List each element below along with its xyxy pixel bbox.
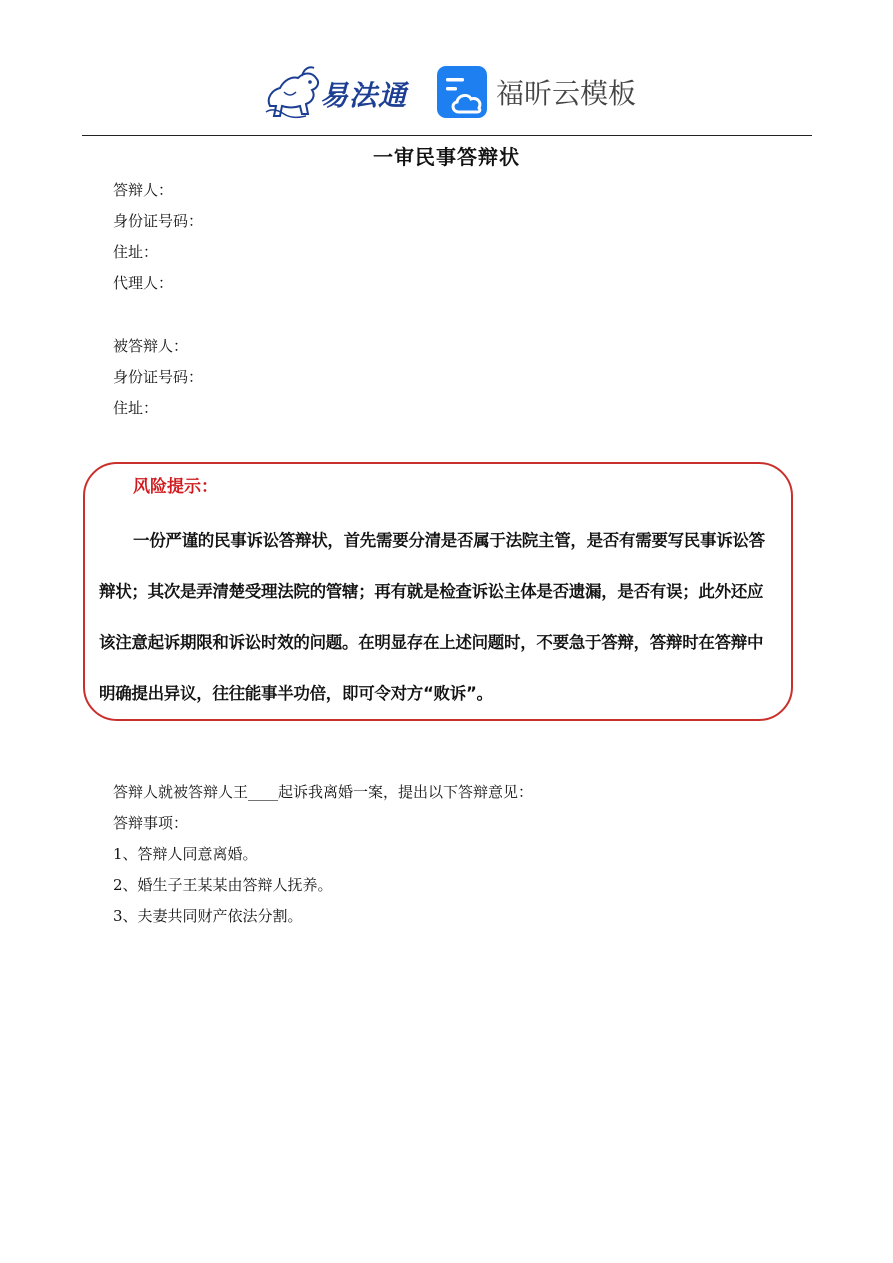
opponent-name-label: 被答辩人：	[113, 337, 189, 355]
document-title: 一审民事答辩状	[373, 145, 520, 169]
qilin-icon	[262, 62, 324, 120]
yifatong-logo-text: 易法通	[320, 79, 408, 112]
header-divider	[82, 135, 812, 136]
respondent-id-label: 身份证号码：	[113, 212, 204, 230]
risk-notice-box	[83, 462, 793, 721]
defense-item: 1、答辩人同意离婚。	[113, 845, 258, 863]
opponent-id-label: 身份证号码：	[113, 368, 204, 386]
respondent-agent-label: 代理人：	[113, 274, 174, 292]
opponent-address-label: 住址：	[113, 399, 159, 417]
respondent-name-label: 答辩人：	[113, 181, 174, 199]
yifatong-logo	[262, 62, 412, 120]
defense-item: 3、夫妻共同财产依法分割。	[113, 907, 303, 925]
defense-intro: 答辩人就被答辩人王____起诉我离婚一案，提出以下答辩意见：	[113, 783, 534, 801]
foxit-cloud-icon	[437, 66, 487, 118]
respondent-address-label: 住址：	[113, 243, 159, 261]
risk-notice-body: 一份严谨的民事诉讼答辩状，首先需要分清是否属于法院主管，是否有需要写民事诉讼答辩状；其次是弄清楚受理法院的管辖；再有就是检查诉讼主体是否遗漏，是否有误；此外还应该注意起诉期限和诉讼时效的问题。在明显存在上述问题时，不要急于答辩，答辩时在答辩中明确提出异议，往往能事半功倍，即可令对方“败诉”。	[99, 531, 765, 703]
header-logos	[0, 58, 893, 124]
foxit-template-logo-text: 福昕云模板	[496, 77, 637, 110]
defense-items-heading: 答辩事项：	[113, 814, 189, 832]
risk-notice-title: 风险提示：	[133, 477, 218, 497]
defense-item: 2、婚生子王某某由答辩人抚养。	[113, 876, 333, 894]
